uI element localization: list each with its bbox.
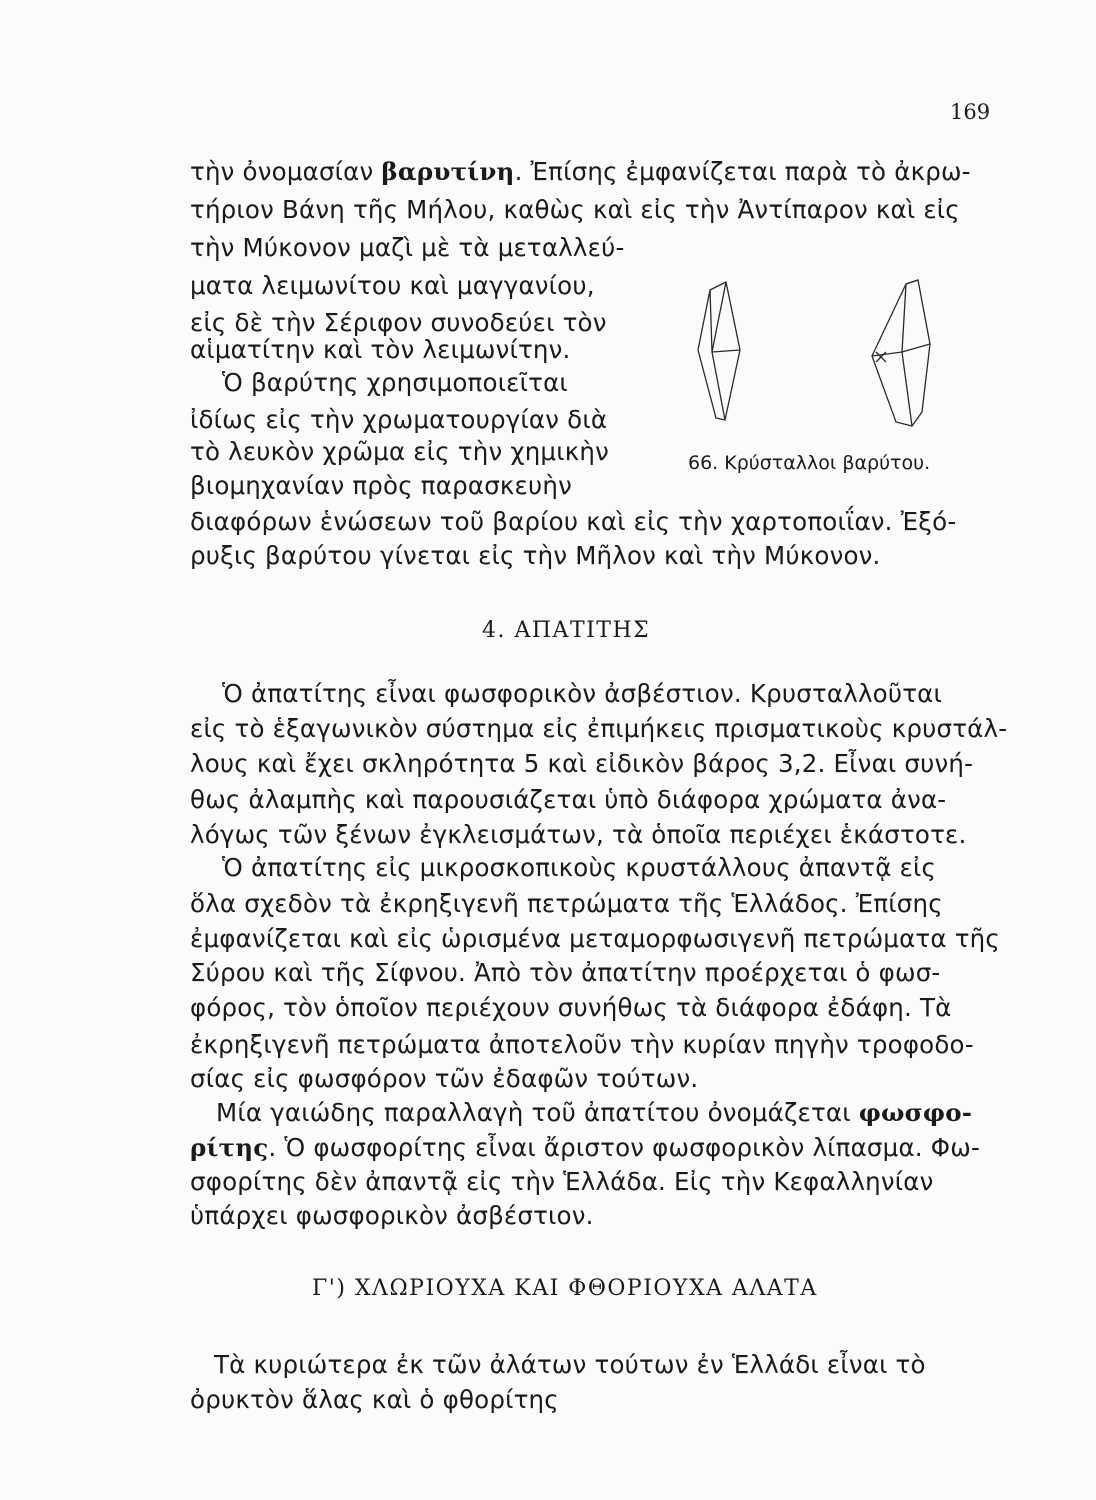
page-number: 169 bbox=[950, 100, 991, 124]
paragraph2-line4: βιομηχανίαν πρὸς παρασκευὴν bbox=[190, 471, 572, 500]
paragraph4-line1: Ὁ ἀπατίτης εἰς μικροσκοπικοὺς κρυστάλλους ἀπαντᾷ εἰς bbox=[222, 853, 937, 882]
term-phosphorite-end: ρίτης bbox=[190, 1133, 269, 1162]
paragraph3-line4: θως ἀλαμπὴς καὶ παρουσιάζεται ὑπὸ διάφορα χρώματα ἀνα- bbox=[190, 785, 947, 814]
paragraph5-line3: σφορίτης δὲν ἀπαντᾷ εἰς τὴν Ἑλλάδα. Εἰς τὴν Κεφαλληνίαν bbox=[190, 1167, 934, 1196]
paragraph1-line6: αἱματίτην καὶ τὸν λειμωνίτην. bbox=[190, 335, 571, 364]
text-run: . Ὁ φωσφορίτης εἶναι ἄριστον φωσφορικὸν λίπασμα. Φω- bbox=[268, 1133, 981, 1162]
barite-crystals-figure bbox=[688, 272, 968, 482]
text-run: τὴν ὀνομασίαν bbox=[190, 157, 382, 186]
figure-caption: 66. Κρύσταλλοι βαρύτου. bbox=[688, 452, 931, 474]
paragraph6-line1: Τὰ κυριώτερα ἐκ τῶν ἀλάτων τούτων ἐν Ἑλλάδι εἶναι τὸ bbox=[214, 1350, 926, 1379]
paragraph1-line3: τὴν Μύκονον μαζὶ μὲ τὰ μεταλλεύ- bbox=[190, 233, 625, 262]
section-heading-chlorides-fluorides: Γ') ΧΛΩΡΙΟΥΧΑ ΚΑΙ ΦΘΟΡΙΟΥΧΑ ΑΛΑΤΑ bbox=[312, 1276, 818, 1301]
paragraph5-line4: ὑπάρχει φωσφορικὸν ἀσβέστιον. bbox=[190, 1201, 594, 1230]
crystal-left-edges bbox=[710, 282, 740, 420]
paragraph6-line2: ὀρυκτὸν ἅλας καὶ ὁ φθορίτης bbox=[190, 1385, 559, 1414]
paragraph1-line2: τήριον Βάνη τῆς Μήλου, καθὼς καὶ εἰς τὴν Ἀντίπαρον καὶ εἰς bbox=[190, 195, 960, 224]
paragraph4-line5: φόρος, τὸν ὁποῖον περιέχουν συνήθως τὰ διάφορα ἐδάφη. Τὰ bbox=[190, 993, 952, 1022]
paragraph5-line1 bbox=[216, 1098, 973, 1127]
term-phosphorite: φωσφο- bbox=[858, 1098, 973, 1127]
paragraph2-line3: τὸ λευκὸν χρῶμα εἰς τὴν χημικὴν bbox=[190, 437, 609, 466]
paragraph3-line1: Ὁ ἀπατίτης εἶναι φωσφορικὸν ἀσβέστιον. Κρυσταλλοῦται bbox=[222, 679, 943, 708]
paragraph1-line1 bbox=[190, 157, 971, 186]
paragraph2-line1: Ὁ βαρύτης χρησιμοποιεῖται bbox=[222, 368, 568, 397]
paragraph4-line7: σίας εἰς φωσφόρον τῶν ἐδαφῶν τούτων. bbox=[190, 1064, 699, 1093]
paragraph5-line2 bbox=[190, 1133, 981, 1162]
paragraph3-line3: λους καὶ ἔχει σκληρότητα 5 καὶ εἰδικὸν βάρος 3,2. Εἶναι συνή- bbox=[190, 749, 974, 778]
paragraph4-line6: ἐκρηξιγενῆ πετρώματα ἀποτελοῦν τὴν κυρίαν πηγὴν τροφοδο- bbox=[190, 1030, 974, 1059]
text-run: . Ἐπίσης ἐμφανίζεται παρὰ τὸ ἀκρω- bbox=[514, 157, 971, 186]
paragraph1-line5: εἰς δὲ τὴν Σέριφον συνοδεύει τὸν bbox=[190, 308, 607, 337]
paragraph2-line5: διαφόρων ἑνώσεων τοῦ βαρίου καὶ εἰς τὴν χαρτοποιΐαν. Ἐξό- bbox=[190, 507, 957, 536]
paragraph3-line2: εἰς τὸ ἑξαγωνικὸν σύστημα εἰς ἐπιμήκεις πρισματικοὺς κρυστάλ- bbox=[190, 714, 1008, 743]
crystal-drawing bbox=[688, 272, 968, 447]
crystal-right-edges bbox=[872, 280, 930, 426]
paragraph2-line2: ἰδίως εἰς τὴν χρωματουργίαν διὰ bbox=[190, 405, 608, 434]
section-heading-apatite: 4. ΑΠΑΤΙΤΗΣ bbox=[482, 618, 651, 643]
paragraph2-line6: ρυξις βαρύτου γίνεται εἰς τὴν Μῆλον καὶ τὴν Μύκονον. bbox=[190, 541, 881, 570]
paragraph3-line5: λόγως τῶν ξένων ἐγκλεισμάτων, τὰ ὁποῖα περιέχει ἑκάστοτε. bbox=[190, 820, 967, 849]
paragraph4-line4: Σύρου καὶ τῆς Σίφνου. Ἀπὸ τὸν ἀπατίτην προέρχεται ὁ φωσ- bbox=[190, 958, 941, 987]
paragraph4-line2: ὅλα σχεδὸν τὰ ἐκρηξιγενῆ πετρώματα τῆς Ἑλλάδος. Ἐπίσης bbox=[190, 889, 943, 918]
paragraph1-line4: ματα λειμωνίτου καὶ μαγγανίου, bbox=[190, 271, 595, 300]
crystal-right-outline bbox=[872, 280, 930, 426]
text-run: Μία γαιώδης παραλλαγὴ τοῦ ἀπατίτου ὀνομάζεται bbox=[216, 1098, 859, 1127]
term-barytine: βαρυτίνη bbox=[381, 157, 515, 186]
paragraph4-line3: ἐμφανίζεται καὶ εἰς ὡρισμένα μεταμορφωσιγενῆ πετρώματα τῆς bbox=[190, 924, 1000, 953]
